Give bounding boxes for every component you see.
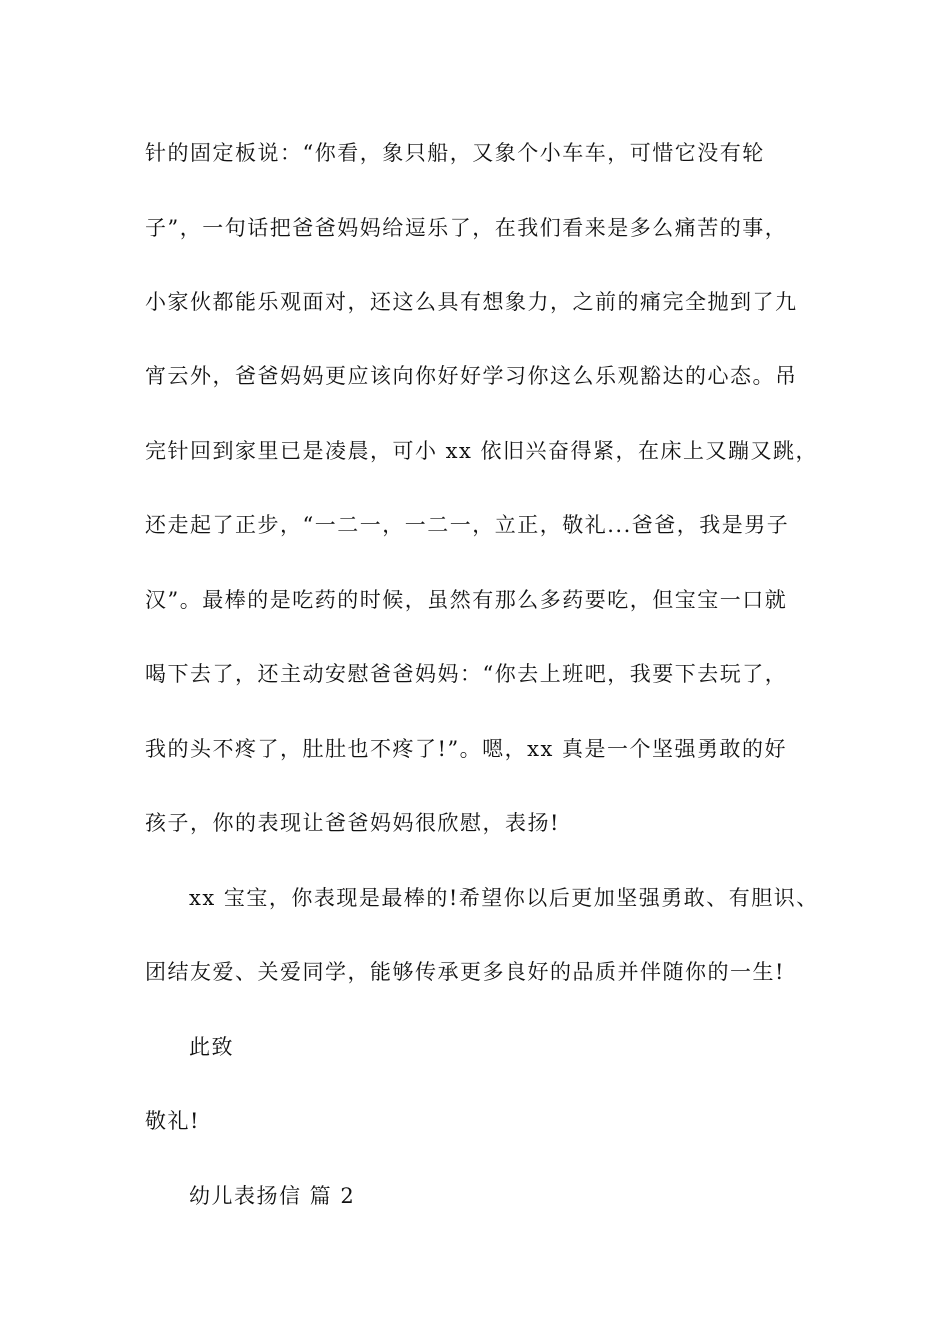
text-line: 汉”。最棒的是吃药的时候，虽然有那么多药要吃，但宝宝一口就 xyxy=(145,588,788,612)
text-line: 我的头不疼了，肚肚也不疼了!”。嗯，xx 真是一个坚强勇敢的好 xyxy=(145,737,788,761)
text-line: 完针回到家里已是凌晨，可小 xx 依旧兴奋得紧，在床上又蹦又跳， xyxy=(145,439,819,463)
text-line: 孩子，你的表现让爸爸妈妈很欣慰，表扬! xyxy=(145,811,560,835)
text-line: 宵云外，爸爸妈妈更应该向你好好学习你这么乐观豁达的心态。吊 xyxy=(145,364,798,388)
text-line: 喝下去了，还主动安慰爸爸妈妈：“你去上班吧，我要下去玩了， xyxy=(145,662,788,686)
text-line: 针的固定板说：“你看，象只船，又象个小车车，可惜它没有轮 xyxy=(145,141,765,165)
closing-regards: 敬礼! xyxy=(145,1109,200,1133)
closing-salutation: 此致 xyxy=(189,1035,234,1059)
text-line: 还走起了正步，“一二一，一二一，立正，敬礼...爸爸，我是男子 xyxy=(145,513,790,537)
text-line: 子”，一句话把爸爸妈妈给逗乐了，在我们看来是多么痛苦的事， xyxy=(145,216,788,240)
text-line: 团结友爱、关爱同学，能够传承更多良好的品质并伴随你的一生! xyxy=(145,960,785,984)
text-line: 小家伙都能乐观面对，还这么具有想象力，之前的痛完全抛到了九 xyxy=(145,290,798,314)
paragraph-start-line: xx 宝宝，你表现是最棒的!希望你以后更加坚强勇敢、有胆识、 xyxy=(189,886,819,910)
section-heading: 幼儿表扬信 篇 2 xyxy=(189,1184,356,1208)
